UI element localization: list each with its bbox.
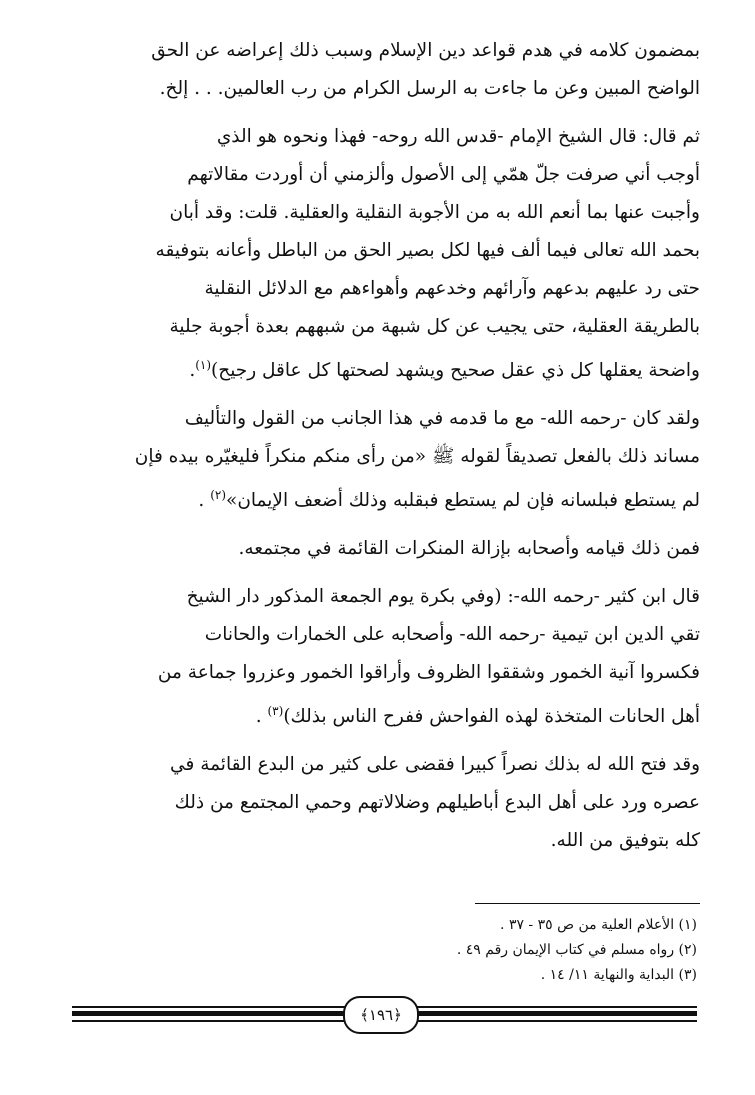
text-line: أوجب أني صرفت جلّ همّي إلى الأصول وألزمني أن أوردت مقالاتهم xyxy=(187,164,700,185)
text-line: الواضح المبين وعن ما جاءت به الرسل الكرام من رب العالمين. . . إلخ. xyxy=(159,78,700,99)
paragraph-1 xyxy=(70,32,700,108)
paragraph-6 xyxy=(70,746,700,860)
text-run: واضحة يعقلها كل ذي عقل صحيح ويشهد لصحتها كل عاقل رجيح) xyxy=(211,360,700,382)
text-line: عصره ورد على أهل البدع أباطيلهم وضلالاتهم وحمي المجتمع من ذلك xyxy=(174,792,700,814)
text-line: حتى رد عليهم بدعهم وآرائهم وخدعهم وأهواءهم مع الدلائل النقلية xyxy=(204,278,700,299)
text-run: . xyxy=(198,490,211,512)
text-line xyxy=(70,476,700,520)
text-line: تقي الدين ابن تيمية -رحمه الله- وأصحابه على الخمارات والحانات xyxy=(204,624,700,646)
footnote-divider xyxy=(475,903,700,904)
text-line: بالطريقة العقلية، حتى يجيب عن كل شبهة من شبههم بعدة أجوبة جلية xyxy=(169,316,700,337)
paragraph-5 xyxy=(70,578,700,736)
footnote-1: (١) الأعلام العلية من ص ٣٥ - ٣٧ . xyxy=(500,917,697,933)
text-line: وأجبت عنها بما أنعم الله به من الأجوبة النقلية والعقلية. قلت: وقد أبان xyxy=(169,202,700,223)
text-run: أهل الحانات المتخذة لهذه الفواحش ففرح الناس بذلك) xyxy=(283,706,700,728)
footnote-ref-2[interactable]: (٢) xyxy=(210,488,227,503)
footnote-3: (٣) البداية والنهاية ١١/ ١٤ . xyxy=(540,967,697,983)
footnotes xyxy=(77,913,697,988)
text-line: فمن ذلك قيامه وأصحابه بإزالة المنكرات القائمة في مجتمعه. xyxy=(238,538,700,560)
text-line: فكسروا آنية الخمور وشققوا الظروف وأراقوا الخمور وعزروا جماعة من xyxy=(157,662,700,684)
page-body xyxy=(70,32,700,870)
text-run: . xyxy=(189,360,196,382)
text-line xyxy=(70,346,700,390)
text-run: لم يستطع فبلسانه فإن لم يستطع فبقلبه وذلك أضعف الإيمان» xyxy=(226,490,700,512)
page-number: ﴿١٩٦﴾ xyxy=(343,996,419,1034)
text-run: . xyxy=(255,706,268,728)
footnote-ref-1[interactable]: (١) xyxy=(195,358,212,372)
paragraph-2 xyxy=(70,118,700,390)
text-line: ثم قال: قال الشيخ الإمام -قدس الله روحه- فهذا ونحوه هو الذي xyxy=(216,126,700,147)
footnote-ref-3[interactable]: (٣) xyxy=(267,704,284,719)
text-line: كله بتوفيق من الله. xyxy=(550,830,700,852)
paragraph-3 xyxy=(70,400,700,520)
text-line: بمضمون كلامه في هدم قواعد دين الإسلام وسبب ذلك إعراضه عن الحق xyxy=(151,40,700,61)
text-line: وقد فتح الله له بذلك نصراً كبيرا فقضى على كثير من البدع القائمة في xyxy=(170,754,700,776)
text-line xyxy=(70,692,700,736)
text-line: مساند ذلك بالفعل تصديقاً لقوله ﷺ «من رأى منكم منكراً فليغيّره بيده فإن xyxy=(134,446,700,468)
paragraph-4 xyxy=(70,530,700,568)
text-line: ولقد كان -رحمه الله- مع ما قدمه في هذا الجانب من القول والتأليف xyxy=(184,408,700,430)
footnote-2: (٢) رواه مسلم في كتاب الإيمان رقم ٤٩ . xyxy=(456,942,697,958)
text-line: بحمد الله تعالى فيما ألف فيها لكل بصير الحق من الباطل وأعانه بتوفيقه xyxy=(155,240,700,261)
text-line: قال ابن كثير -رحمه الله-: (وفي بكرة يوم الجمعة المذكور دار الشيخ xyxy=(186,586,700,608)
